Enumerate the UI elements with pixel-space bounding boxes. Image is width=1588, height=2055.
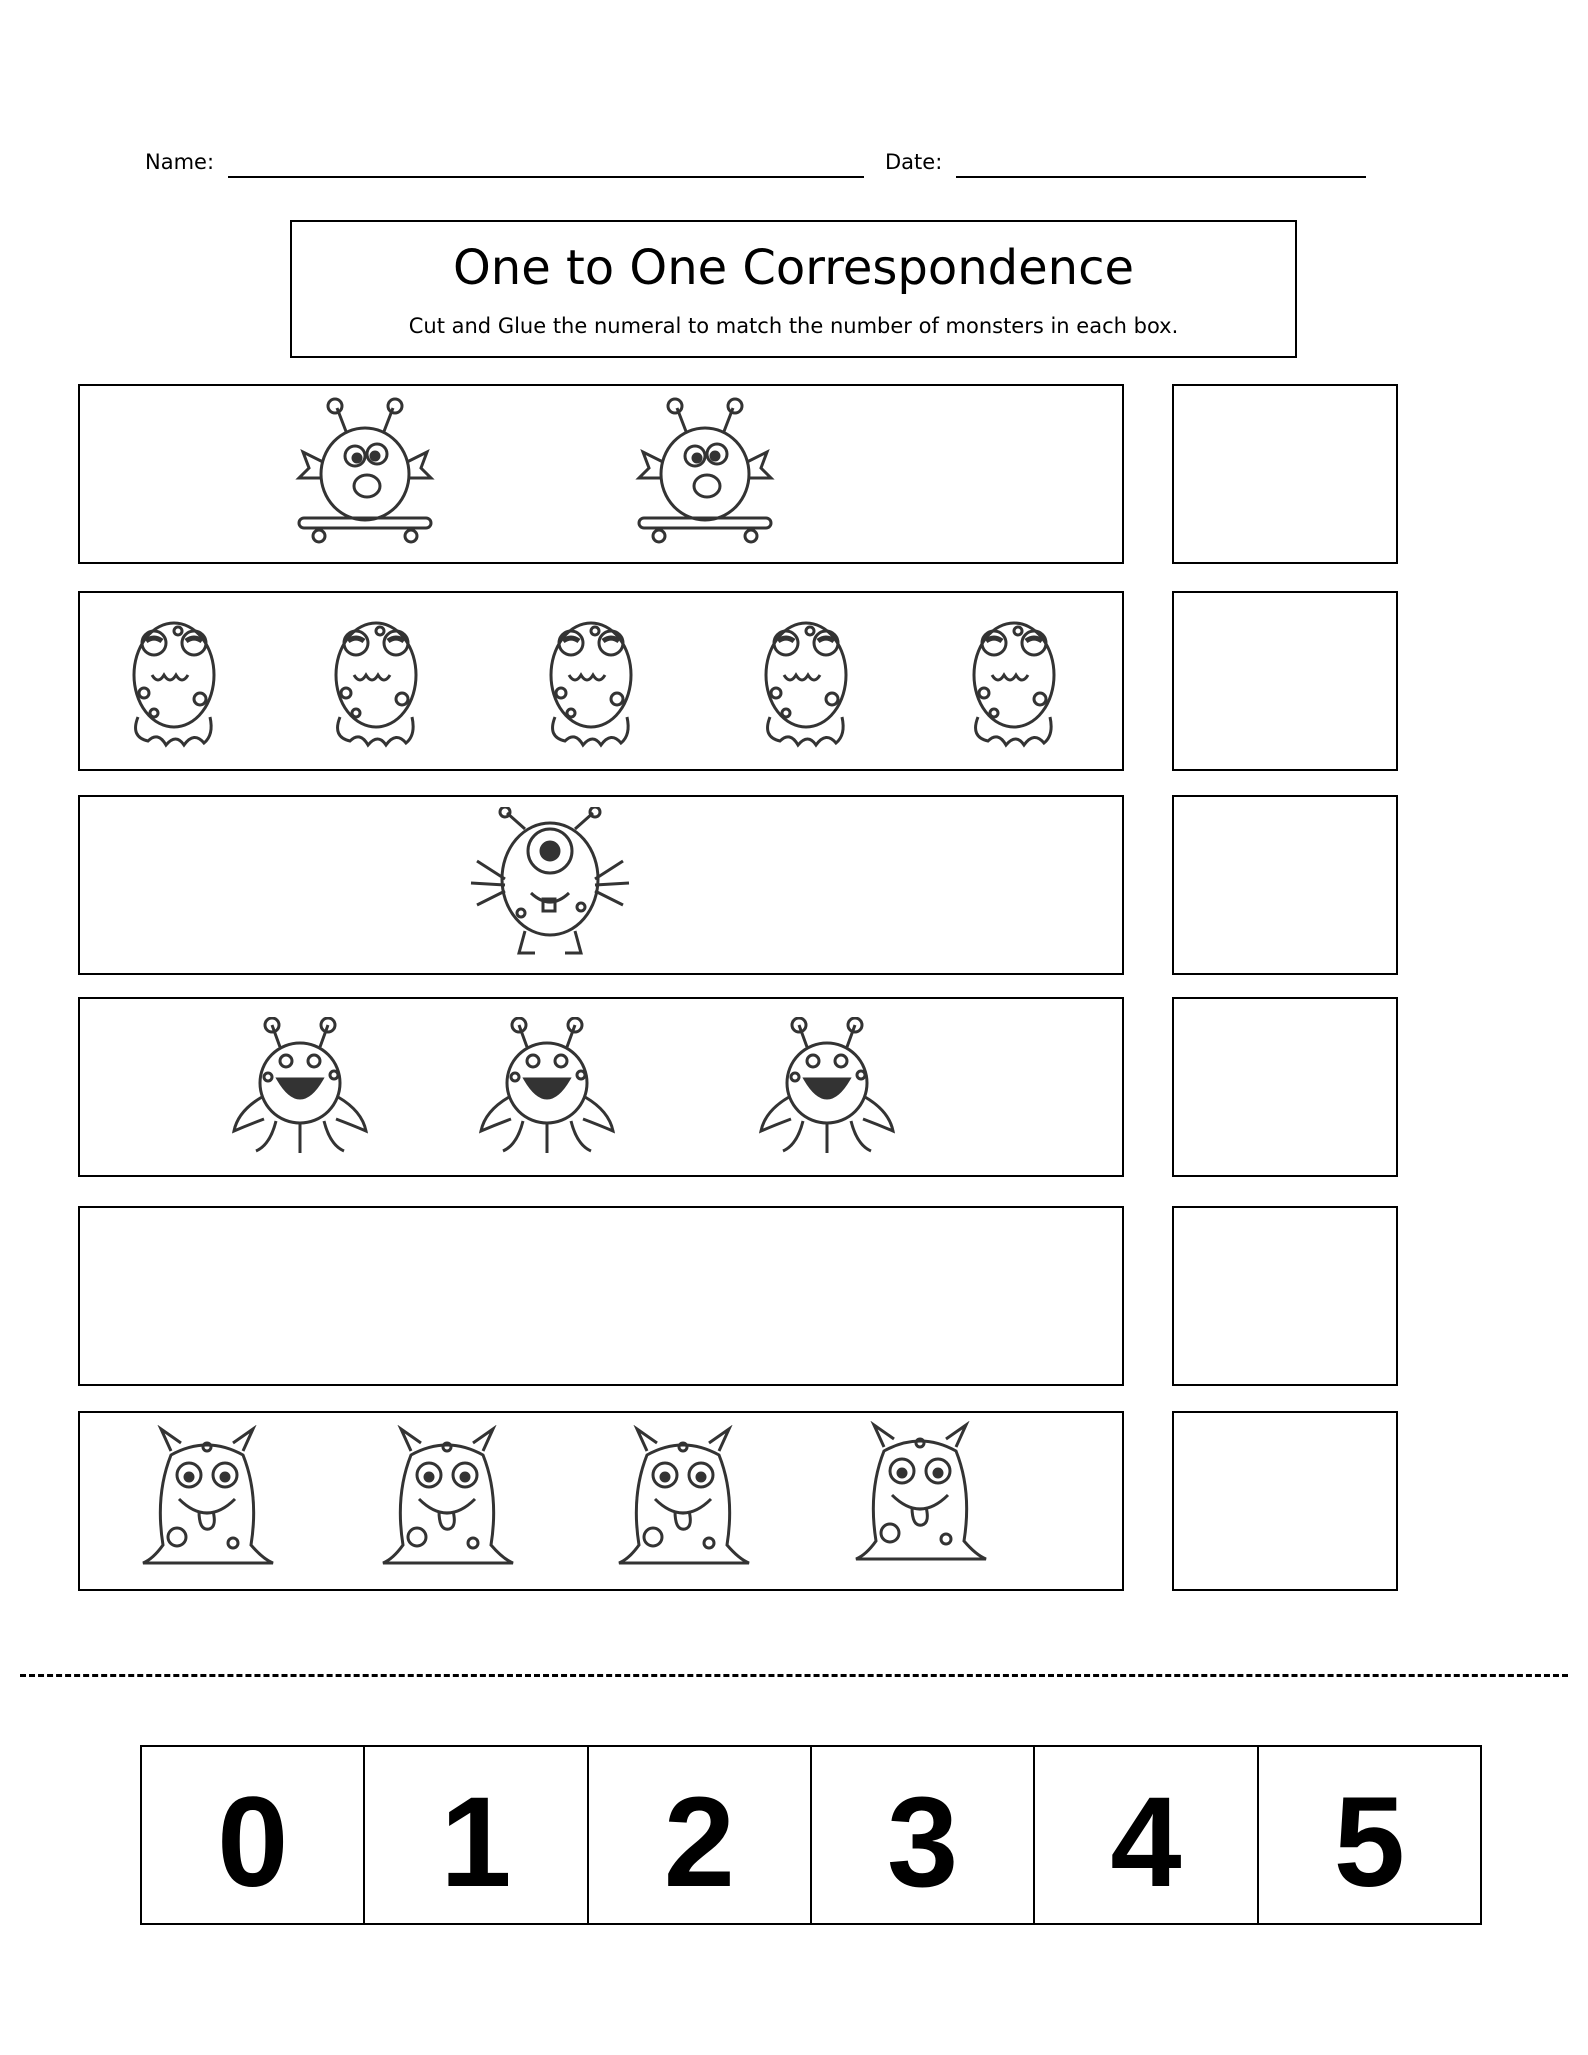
spotted-octopus-monster-icon	[124, 613, 224, 753]
horned-blob-monster-icon	[137, 1425, 277, 1575]
skateboard-monster-icon	[635, 394, 775, 544]
answer-box-row-5[interactable]	[1172, 1206, 1398, 1386]
answer-box-row-1[interactable]	[1172, 384, 1398, 564]
spotted-octopus-monster-icon	[756, 613, 856, 753]
name-date-row	[0, 150, 1588, 190]
numeral-card[interactable]: 4	[1035, 1747, 1258, 1923]
horned-blob-monster-icon	[377, 1425, 517, 1575]
laughing-octopus-monster-icon	[230, 1017, 370, 1157]
date-label: Date:	[885, 150, 943, 174]
skateboard-monster-icon	[295, 394, 435, 544]
monster-box-row-2	[78, 591, 1124, 771]
answer-box-row-6[interactable]	[1172, 1411, 1398, 1591]
monster-box-row-6	[78, 1411, 1124, 1591]
one-eyed-monster-icon	[465, 807, 635, 957]
horned-blob-monster-icon	[613, 1425, 753, 1575]
numeral-card[interactable]: 2	[589, 1747, 812, 1923]
title-box	[290, 220, 1297, 358]
cut-line	[20, 1674, 1568, 1677]
name-label: Name:	[145, 150, 215, 174]
numeral-card[interactable]: 3	[812, 1747, 1035, 1923]
horned-blob-monster-icon	[850, 1421, 990, 1571]
monster-box-row-1	[78, 384, 1124, 564]
spotted-octopus-monster-icon	[964, 613, 1064, 753]
name-field[interactable]	[228, 176, 864, 178]
date-field[interactable]	[956, 176, 1366, 178]
numeral-card[interactable]: 5	[1333, 1771, 1405, 1914]
answer-box-row-2[interactable]	[1172, 591, 1398, 771]
monster-box-row-5	[78, 1206, 1124, 1386]
instructions: Cut and Glue the numeral to match the number of monsters in each box.	[408, 314, 1179, 338]
numeral-card[interactable]: 1	[365, 1747, 588, 1923]
numeral-cutout-strip	[140, 1745, 1482, 1925]
laughing-octopus-monster-icon	[757, 1017, 897, 1157]
laughing-octopus-monster-icon	[477, 1017, 617, 1157]
spotted-octopus-monster-icon	[541, 613, 641, 753]
numeral-card[interactable]: 0	[142, 1747, 365, 1923]
answer-box-row-3[interactable]	[1172, 795, 1398, 975]
monster-box-row-3	[78, 795, 1124, 975]
spotted-octopus-monster-icon	[326, 613, 426, 753]
page-title: One to One Correspondence	[452, 240, 1135, 296]
answer-box-row-4[interactable]	[1172, 997, 1398, 1177]
monster-box-row-4	[78, 997, 1124, 1177]
